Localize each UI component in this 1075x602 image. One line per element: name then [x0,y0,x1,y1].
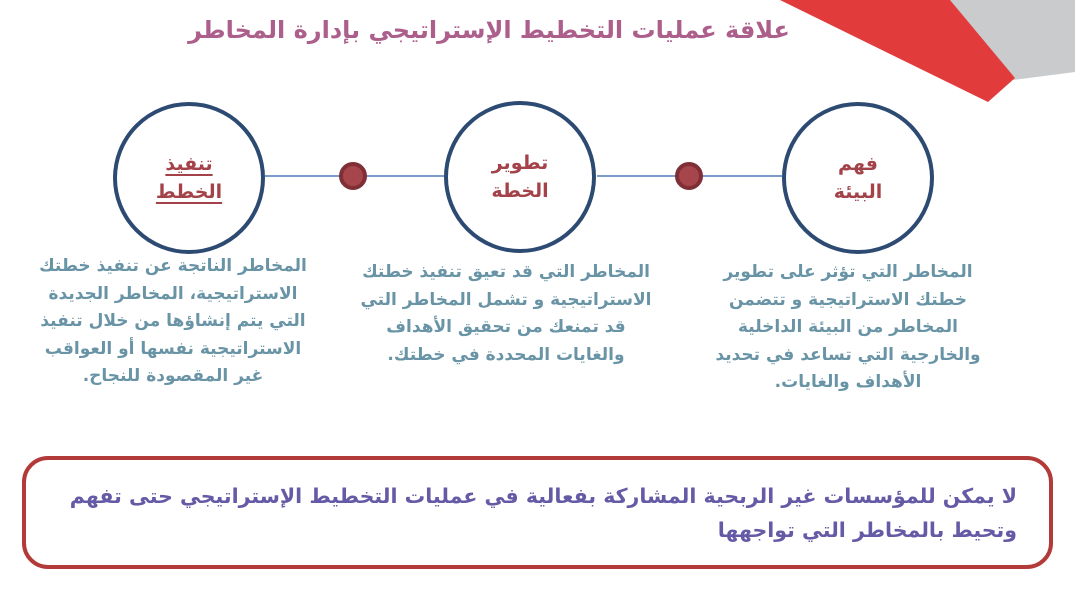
page-title: علاقة عمليات التخطيط الإستراتيجي بإدارة المخاطر [188,16,790,44]
step-label: فهم البيئة [833,153,883,203]
step-description-execute-plans: المخاطر الناتجة عن تنفيذ خطتك الاستراتيجية، المخاطر الجديدة التي يتم إنشاؤها من خلال تنفيذ الاستراتيجية نفسها أو العواقب غير المقصودة للنجاح. [39,256,307,386]
note-line-1: لا يمكن للمؤسسات غير الربحية المشاركة بفعالية في عمليات التخطيط الإستراتيجي حتى تفهم [69,483,1017,508]
note-line-2: وتحيط بالمخاطر التي تواجهها [717,517,1017,542]
connector-dot-icon [675,162,703,190]
step-description-develop-plan: المخاطر التي قد تعيق تنفيذ خطتك الاستراتيجية و تشمل المخاطر التي قد تمنعك من تحقيق الأهداف والغايات المحددة في خطتك. [360,262,652,365]
connector-dot-icon [339,162,367,190]
step-circle-execute-plans [113,102,265,254]
step-description-understand-environment: المخاطر التي تؤثر على تطوير خطتك الاستراتيجية و تتضمن المخاطر من البيئة الداخلية والخارجية التي تساعد في تحديد الأهداف والغايات. [715,262,981,392]
step-label: تطوير الخطة [491,152,549,202]
step-circle-develop-plan [444,101,596,253]
step-label: تنفيذ الخطط [155,153,223,203]
bottom-note-box [22,456,1053,569]
step-circle-understand-environment [782,102,934,254]
